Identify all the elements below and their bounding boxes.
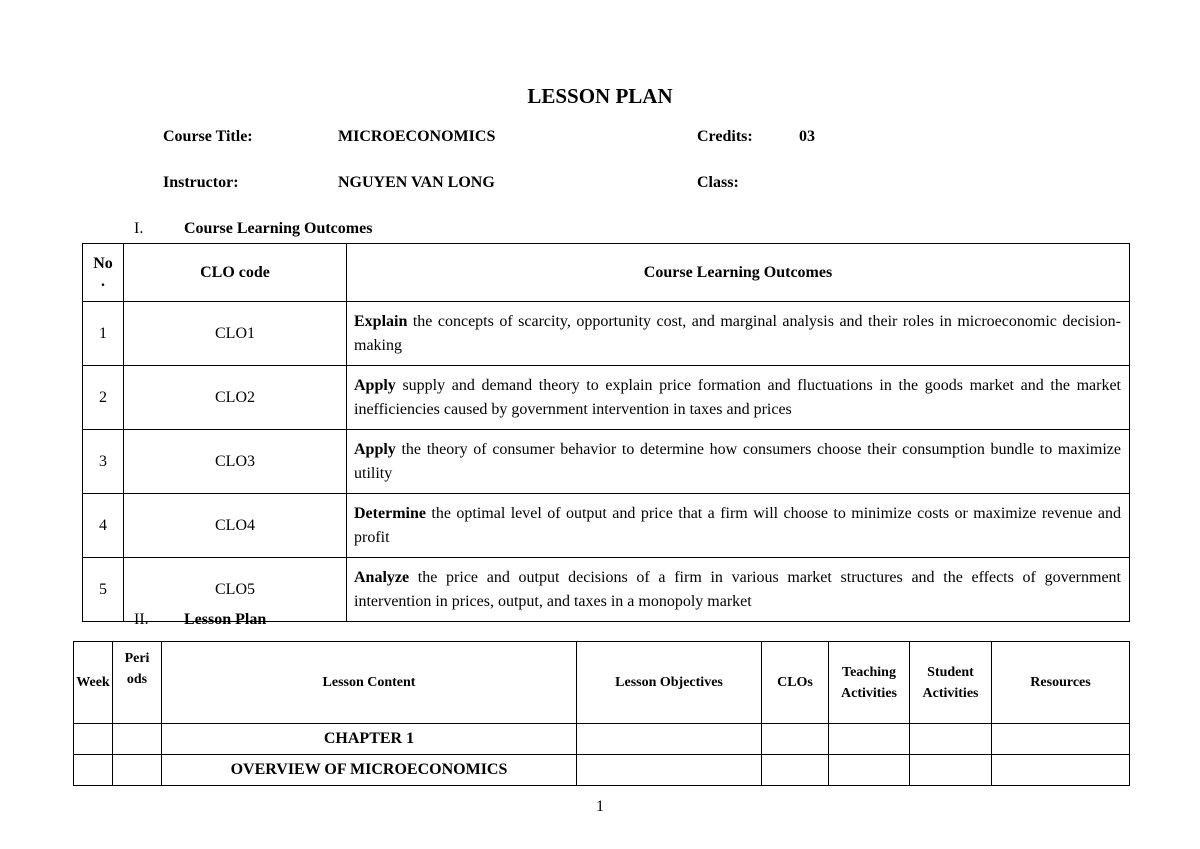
header-student-activities: [910, 642, 992, 724]
clo-row-no: 1: [83, 302, 124, 366]
section-2-title: Lesson Plan: [184, 611, 267, 628]
clo-row-no: 2: [83, 366, 124, 430]
cell-resources: [992, 724, 1130, 755]
clo-text: the theory of consumer behavior to determine how consumers choose their consumption bundle to maximize utility: [354, 440, 1121, 482]
header-teaching-line1: Teaching: [842, 664, 896, 680]
cell-week: [74, 755, 113, 786]
cell-lesson-content: CHAPTER 1: [162, 724, 577, 755]
clo-row-description: [347, 302, 1130, 366]
document-title: LESSON PLAN: [527, 84, 673, 108]
clo-row-description: [347, 366, 1130, 430]
table-row: [83, 366, 1130, 430]
clo-text: the concepts of scarcity, opportunity cost, and marginal analysis and their roles in microeconomic decision-making: [354, 312, 1121, 354]
clo-verb: Determine: [354, 504, 426, 522]
header-resources: Resources: [992, 642, 1130, 724]
header-clos: CLOs: [762, 642, 829, 724]
cell-week: [74, 724, 113, 755]
clo-header-row: [83, 244, 1130, 302]
section-2-number: II.: [134, 611, 149, 628]
clo-verb: Explain: [354, 312, 408, 330]
course-title-label: Course Title:: [163, 128, 253, 145]
cell-teaching: [829, 724, 910, 755]
table-row: [83, 494, 1130, 558]
instructor-value: NGUYEN VAN LONG: [338, 174, 495, 191]
header-teaching-line2: Activities: [841, 685, 897, 701]
page-number: 1: [596, 798, 604, 815]
cell-student: [910, 755, 992, 786]
lesson-header-row: [74, 642, 1130, 724]
cell-lesson-content: OVERVIEW OF MICROECONOMICS: [162, 755, 577, 786]
table-row: [74, 755, 1130, 786]
credits-value: 03: [799, 128, 815, 145]
cell-periods: [113, 724, 162, 755]
clo-header-no: [83, 244, 124, 302]
clo-row-description: [347, 494, 1130, 558]
header-periods-line1: Peri: [124, 651, 150, 666]
header-lesson-content: Lesson Content: [162, 642, 577, 724]
clo-verb: Analyze: [354, 568, 410, 586]
clo-row-code: CLO1: [124, 302, 347, 366]
header-periods-line2: ods: [126, 672, 148, 687]
lesson-plan-table: [73, 641, 1130, 786]
clo-text: supply and demand theory to explain price formation and fluctuations in the goods market and the market inefficiencies caused by government intervention in taxes and prices: [354, 376, 1121, 418]
cell-objectives: [577, 755, 762, 786]
table-row: [83, 430, 1130, 494]
header-student-line2: Activities: [922, 685, 979, 701]
clo-header-outcomes: Course Learning Outcomes: [347, 244, 1130, 302]
clo-text: the optimal level of output and price that a firm will choose to minimize costs or maximize revenue and profit: [354, 504, 1121, 546]
cell-clos: [762, 755, 829, 786]
clo-row-no: 5: [83, 558, 124, 622]
clo-text: the price and output decisions of a firm in various market structures and the effects of government intervention in prices, output, and taxes in a monopoly market: [354, 568, 1121, 610]
table-row: [83, 302, 1130, 366]
clo-verb: Apply: [354, 440, 396, 458]
header-teaching-activities: [829, 642, 910, 724]
clo-header-no-line2: .: [101, 272, 105, 290]
instructor-label: Instructor:: [163, 174, 239, 191]
section-1-title: Course Learning Outcomes: [184, 220, 373, 237]
clo-row-code: CLO2: [124, 366, 347, 430]
clo-row-no: 4: [83, 494, 124, 558]
clo-row-description: [347, 430, 1130, 494]
clo-row-code: CLO4: [124, 494, 347, 558]
clo-row-code: CLO5: [124, 558, 347, 622]
cell-objectives: [577, 724, 762, 755]
header-lesson-objectives: Lesson Objectives: [577, 642, 762, 724]
table-row: [74, 724, 1130, 755]
header-periods: [113, 642, 162, 724]
clo-row-description: [347, 558, 1130, 622]
clo-verb: Apply: [354, 376, 396, 394]
clo-header-code: CLO code: [124, 244, 347, 302]
cell-resources: [992, 755, 1130, 786]
header-week: Week: [74, 642, 113, 724]
header-student-line1: Student: [927, 664, 974, 680]
clo-header-no-line1: No: [93, 254, 113, 272]
clo-row-code: CLO3: [124, 430, 347, 494]
credits-label: Credits:: [697, 128, 753, 145]
section-1-number: I.: [134, 220, 144, 237]
cell-periods: [113, 755, 162, 786]
course-title-value: MICROECONOMICS: [338, 128, 496, 145]
cell-student: [910, 724, 992, 755]
clo-table: [82, 243, 1130, 622]
class-label: Class:: [697, 174, 739, 191]
cell-teaching: [829, 755, 910, 786]
cell-clos: [762, 724, 829, 755]
clo-row-no: 3: [83, 430, 124, 494]
